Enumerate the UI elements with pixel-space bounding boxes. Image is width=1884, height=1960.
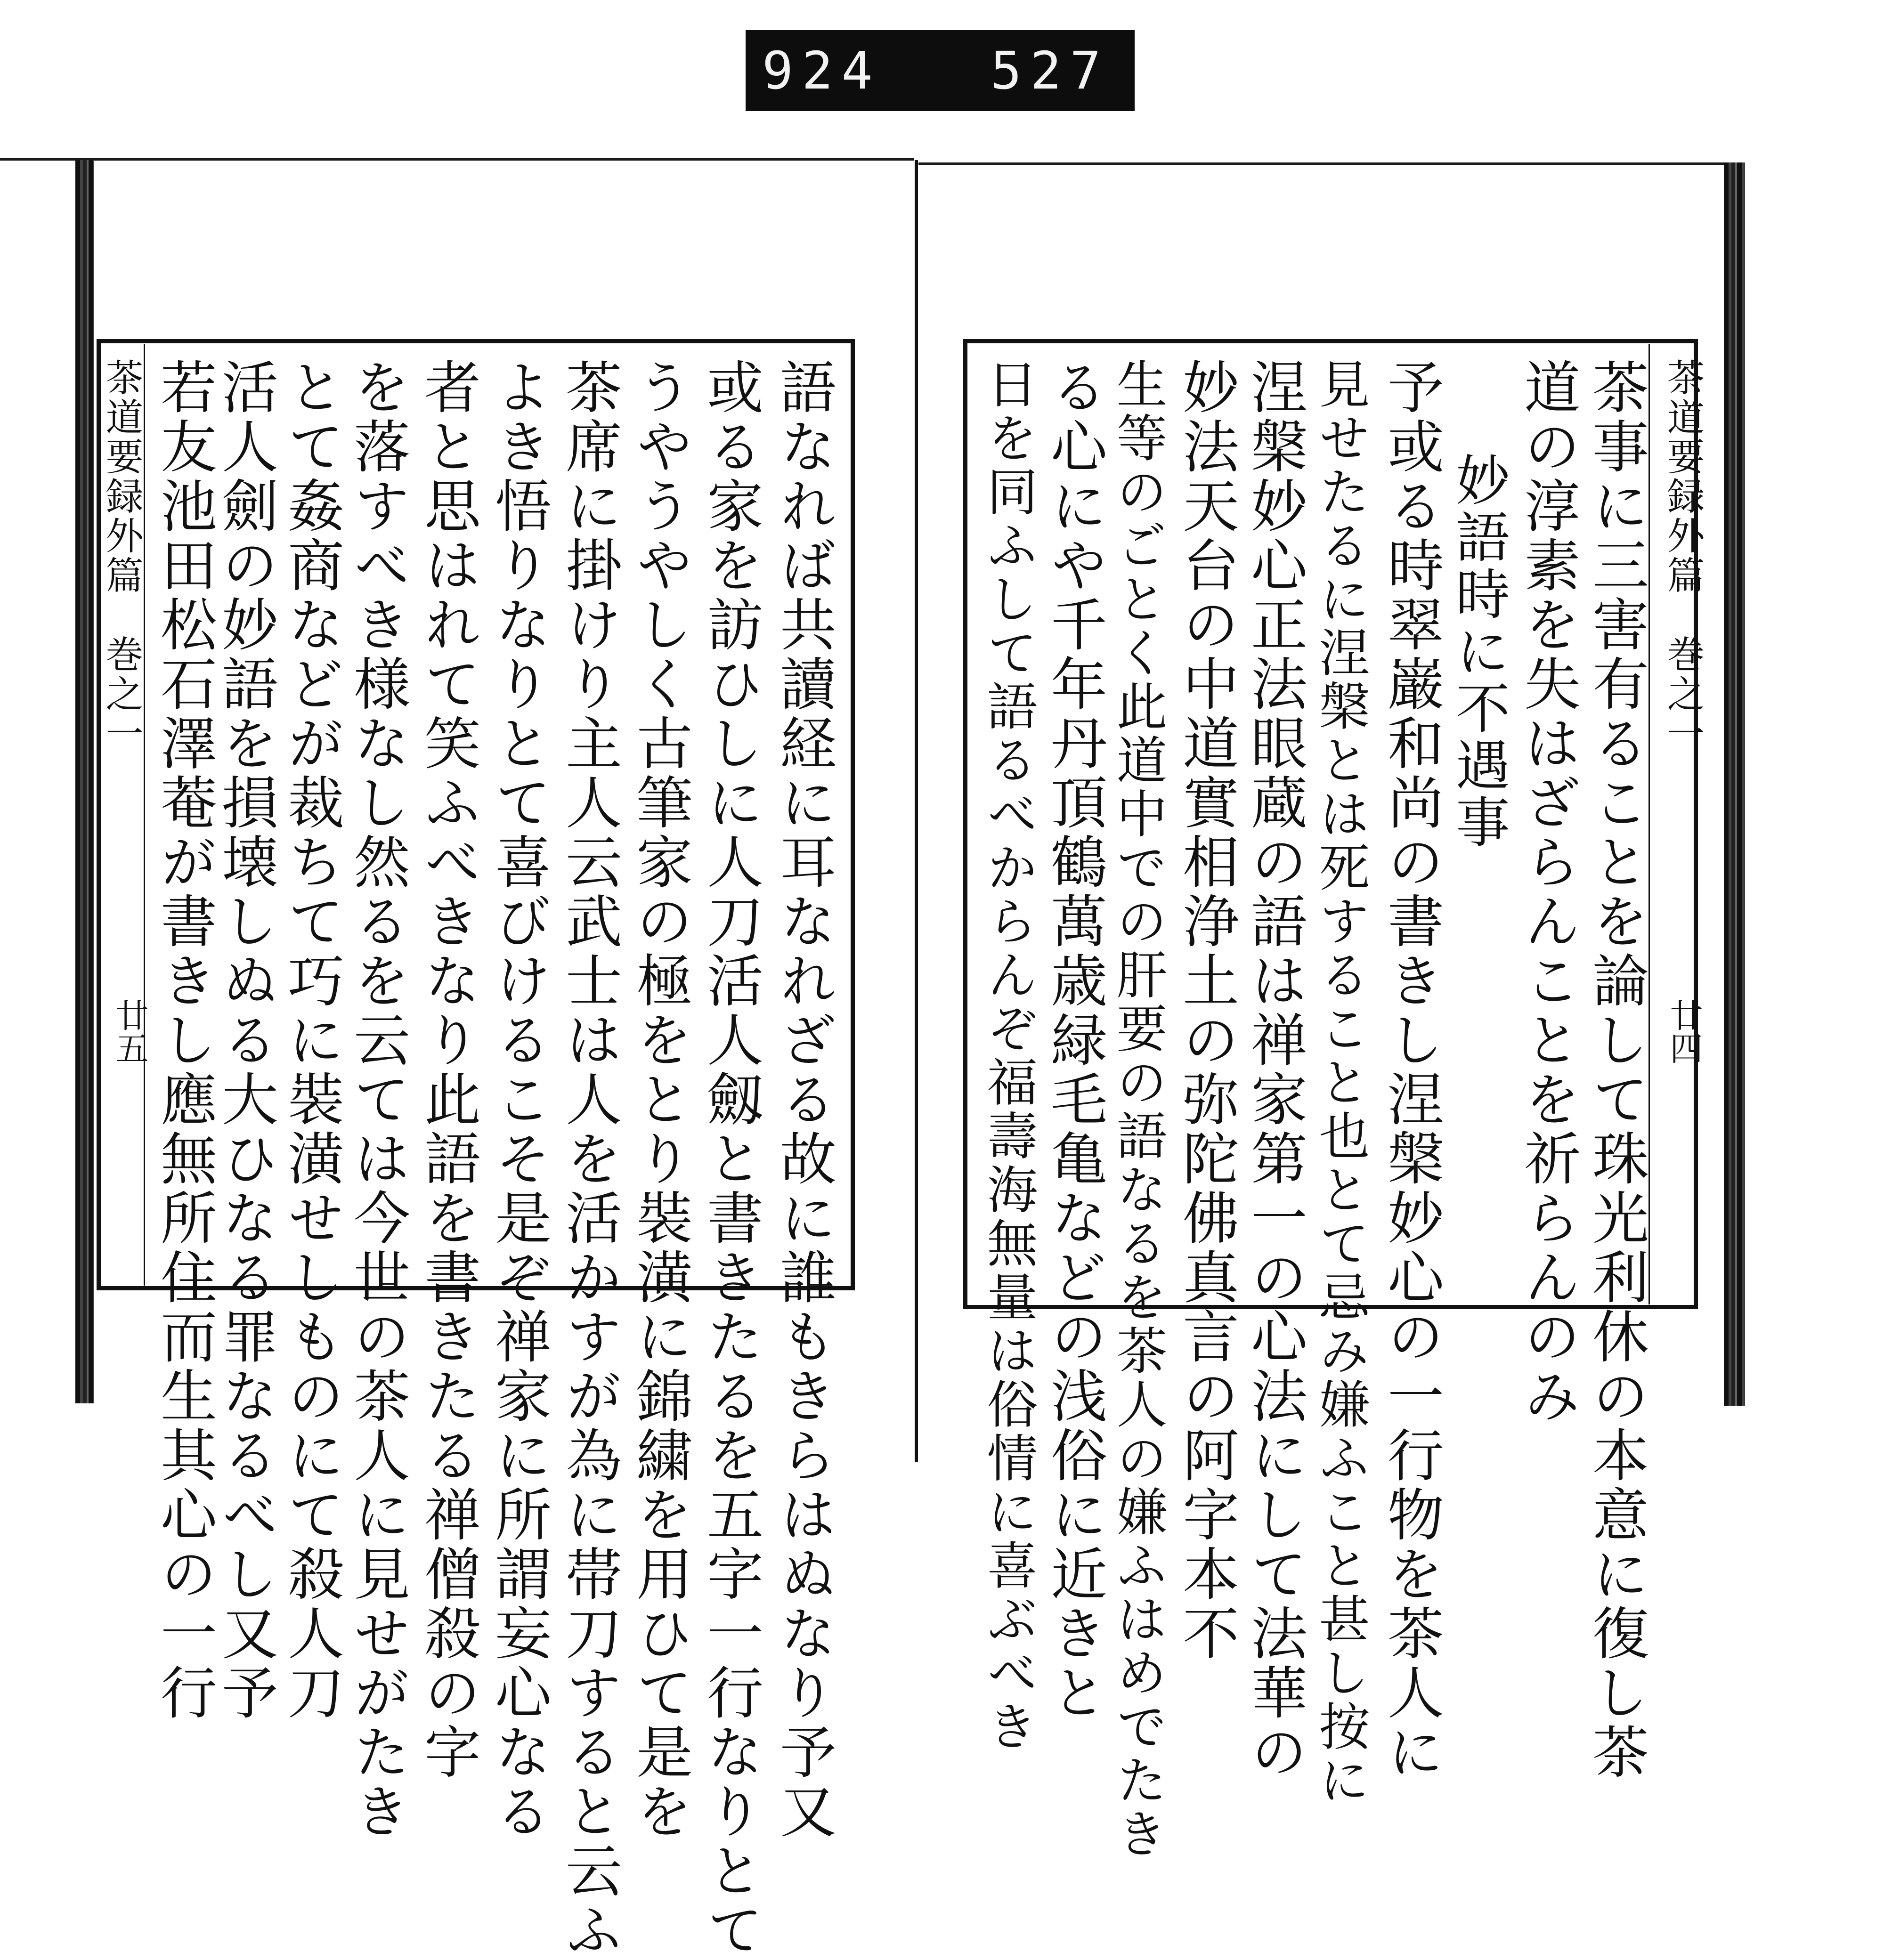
top-page-edge-left (0, 158, 914, 161)
left-col-7: を落すべき様なし然るを云ては今世の茶人に見せがたき (344, 358, 410, 1841)
right-col-6: 涅槃妙心正法眼蔵の語は禅家第一の心法にして法華の (1242, 358, 1307, 1782)
right-page-folio: 廿四 (1665, 998, 1703, 1064)
left-col-8: とて姦商などが裁ちて巧に裝潢せしものにて殺人刀 (278, 358, 344, 1723)
label-left-number: 924 (762, 40, 881, 101)
film-label (746, 30, 1135, 111)
label-right-number: 527 (991, 40, 1110, 101)
left-page-folio: 廿五 (110, 998, 149, 1064)
left-col-3: うやうやしく古筆家の極をとり裝潢に錦繍を用ひて是を (627, 358, 692, 1841)
right-col-3: 妙語時に不遇事 (1446, 452, 1510, 851)
right-col-5: 見せたるに涅槃とは死すること也とて忌み嫌ふこと甚し按に (1310, 358, 1369, 1807)
left-col-9: 活人劍の妙語を損壊しぬる大ひなる罪なるべし又予 (212, 358, 278, 1723)
left-page-title: 茶道要録外篇 巻之一 (99, 358, 143, 753)
book-gutter (915, 160, 918, 1462)
top-page-edge-right (918, 162, 1743, 165)
right-col-1: 茶事に三害有ることを論して珠光利休の本意に復し茶 (1583, 358, 1648, 1782)
left-col-6: 者と思はれて笑ふべきなり此語を書きたる禅僧殺の字 (415, 358, 480, 1782)
left-col-1: 語なれば共讀経に耳なれざる故に誰もきらはぬなり予又 (771, 358, 836, 1841)
right-col-10: 日を同ふして語るべからんぞ福壽海無量は俗情に喜ぶべき (978, 358, 1037, 1754)
right-col-7: 妙法天台の中道實相浄土の弥陀佛真言の阿字本不 (1173, 358, 1239, 1663)
left-col-4: 茶席に掛けり主人云武士は人を活かすが為に帯刀すると云ふ (556, 358, 622, 1960)
left-page-spine (75, 160, 94, 1403)
right-page-header-rule (1648, 344, 1652, 1304)
left-col-10: 若友池田松石澤菴が書きし應無所住而生其心の一行 (151, 358, 217, 1723)
right-col-2: 道の淳素を失はざらんことを祈らんのみ (1515, 358, 1580, 1426)
right-col-8: 生等のごとく此道中での肝要の語なるを茶人の嫌ふはめでたき (1108, 358, 1167, 1861)
right-page-title: 茶道要録外篇 巻之一 (1661, 358, 1705, 753)
left-col-2: 或る家を訪ひしに人刀活人劔と書きたるを五字一行なりとて (698, 358, 763, 1960)
right-col-4: 予或る時翠巌和尚の書きし涅槃妙心の一行物を茶人に (1378, 358, 1444, 1782)
left-col-5: よき悟りなりとて喜びけるこそ是ぞ禅家に所謂妄心なる (486, 358, 551, 1841)
right-col-9: る心にや千年丹頂鶴萬歳緑毛亀などの浅俗に近きと (1041, 358, 1107, 1723)
right-page-spine (1724, 162, 1745, 1406)
